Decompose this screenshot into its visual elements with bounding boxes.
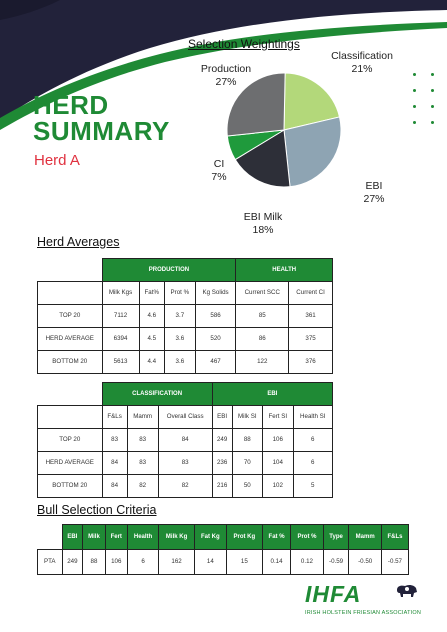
pie-label-ci: CI 7%	[211, 158, 227, 183]
group-header-classification: CLASSIFICATION	[102, 383, 212, 406]
table-cell: 216	[212, 474, 232, 497]
table-cell: 3.6	[164, 350, 195, 373]
table-cell: 586	[195, 304, 236, 327]
corner-cell	[38, 281, 103, 304]
table-row	[38, 549, 409, 574]
table-cell: 88	[232, 428, 262, 451]
table-cell: 104	[263, 451, 294, 474]
table-cell: 6394	[102, 327, 139, 350]
table-cell: 83	[127, 451, 158, 474]
title-line-2: SUMMARY	[33, 116, 170, 146]
table-cell: 106	[105, 549, 127, 574]
table-cell: 84	[102, 474, 127, 497]
table-cell: 82	[127, 474, 158, 497]
pie-label-classification: Classification 21%	[331, 50, 393, 75]
column-header: Prot %	[291, 525, 323, 550]
table-cell: 376	[289, 350, 333, 373]
bull-selection-heading: Bull Selection Criteria	[37, 503, 157, 517]
column-header: Milk	[83, 525, 106, 550]
table-cell: 249	[62, 549, 83, 574]
table-row	[38, 451, 333, 474]
page-title	[33, 92, 183, 144]
selection-weightings-pie	[226, 72, 342, 188]
table-cell: 4.5	[139, 327, 164, 350]
table-cell: 14	[194, 549, 226, 574]
production-health-table	[37, 258, 333, 374]
row-label: BOTTOM 20	[38, 350, 103, 373]
table-cell: -0.50	[349, 549, 381, 574]
table-cell: 50	[232, 474, 262, 497]
corner-cell	[38, 405, 103, 428]
column-header: Health SI	[293, 405, 332, 428]
column-header: Kg Solids	[195, 281, 236, 304]
table-cell: 6	[293, 451, 332, 474]
table-row	[38, 327, 333, 350]
column-header: EBI	[62, 525, 83, 550]
table-cell: 4.4	[139, 350, 164, 373]
classification-ebi-table	[37, 382, 333, 498]
pie-label-production: Production 27%	[200, 63, 252, 88]
logo-mark: IHFA	[305, 581, 362, 607]
column-header: Prot Kg	[226, 525, 262, 550]
column-header: Fert SI	[263, 405, 294, 428]
column-header: EBI	[212, 405, 232, 428]
row-label: BOTTOM 20	[38, 474, 103, 497]
table-row	[38, 304, 333, 327]
table-cell: 0.12	[291, 549, 323, 574]
table-cell: 15	[226, 549, 262, 574]
table-cell: 82	[158, 474, 212, 497]
table-cell: 375	[289, 327, 333, 350]
table-cell: -0.59	[323, 549, 349, 574]
table-cell: 84	[158, 428, 212, 451]
table-cell: 520	[195, 327, 236, 350]
table-cell: 88	[83, 549, 106, 574]
cow-icon	[395, 582, 419, 600]
group-header-health: HEALTH	[236, 259, 333, 282]
row-label: TOP 20	[38, 304, 103, 327]
column-header: Milk Kgs	[102, 281, 139, 304]
table-cell: 122	[236, 350, 289, 373]
column-header: Current CI	[289, 281, 333, 304]
table-cell: 6	[293, 428, 332, 451]
pie-label-ebi-milk: EBI Milk 18%	[243, 211, 283, 236]
column-header: Milk SI	[232, 405, 262, 428]
column-header: Prot %	[164, 281, 195, 304]
column-header: Mamm	[127, 405, 158, 428]
table-row	[38, 428, 333, 451]
column-header: Fat%	[139, 281, 164, 304]
column-header: Current SCC	[236, 281, 289, 304]
table-cell: 0.14	[262, 549, 290, 574]
table-cell: 7112	[102, 304, 139, 327]
table-cell: 83	[102, 428, 127, 451]
table-row	[38, 350, 333, 373]
column-header: Overall Class	[158, 405, 212, 428]
table-cell: 236	[212, 451, 232, 474]
group-header-production: PRODUCTION	[102, 259, 236, 282]
column-header: F&Ls	[102, 405, 127, 428]
table-cell: 361	[289, 304, 333, 327]
herd-averages-heading: Herd Averages	[37, 235, 120, 249]
table-cell: 162	[159, 549, 195, 574]
table-cell: 467	[195, 350, 236, 373]
table-cell: 83	[158, 451, 212, 474]
table-cell: 84	[102, 451, 127, 474]
row-label: PTA	[38, 549, 63, 574]
column-header: Milk Kg	[159, 525, 195, 550]
column-header: Fat %	[262, 525, 290, 550]
pie-label-ebi: EBI 27%	[363, 180, 385, 205]
table-cell: -0.57	[381, 549, 408, 574]
table-cell: 102	[263, 474, 294, 497]
table-cell: 3.7	[164, 304, 195, 327]
table-cell: 6	[127, 549, 159, 574]
row-label: TOP 20	[38, 428, 103, 451]
pie-title: Selection Weightings	[188, 37, 300, 51]
row-label: HERD AVERAGE	[38, 451, 103, 474]
table-cell: 249	[212, 428, 232, 451]
column-header: Type	[323, 525, 349, 550]
table-cell: 83	[127, 428, 158, 451]
row-label: HERD AVERAGE	[38, 327, 103, 350]
column-header: F&Ls	[381, 525, 408, 550]
column-header: Mamm	[349, 525, 381, 550]
logo-caption: IRISH HOLSTEIN FRIESIAN ASSOCIATION	[305, 610, 422, 616]
table-cell: 5	[293, 474, 332, 497]
table-cell: 106	[263, 428, 294, 451]
group-header-ebi: EBI	[212, 383, 332, 406]
table-cell: 5613	[102, 350, 139, 373]
herd-name: Herd A	[34, 152, 80, 169]
table-cell: 70	[232, 451, 262, 474]
table-cell: 4.6	[139, 304, 164, 327]
table-row	[38, 474, 333, 497]
title-line-1: HERD	[33, 90, 109, 120]
bull-selection-table	[37, 524, 409, 575]
column-header: Health	[127, 525, 159, 550]
table-cell: 3.6	[164, 327, 195, 350]
column-header: Fat Kg	[194, 525, 226, 550]
table-cell: 86	[236, 327, 289, 350]
table-cell: 85	[236, 304, 289, 327]
column-header: Fert	[105, 525, 127, 550]
